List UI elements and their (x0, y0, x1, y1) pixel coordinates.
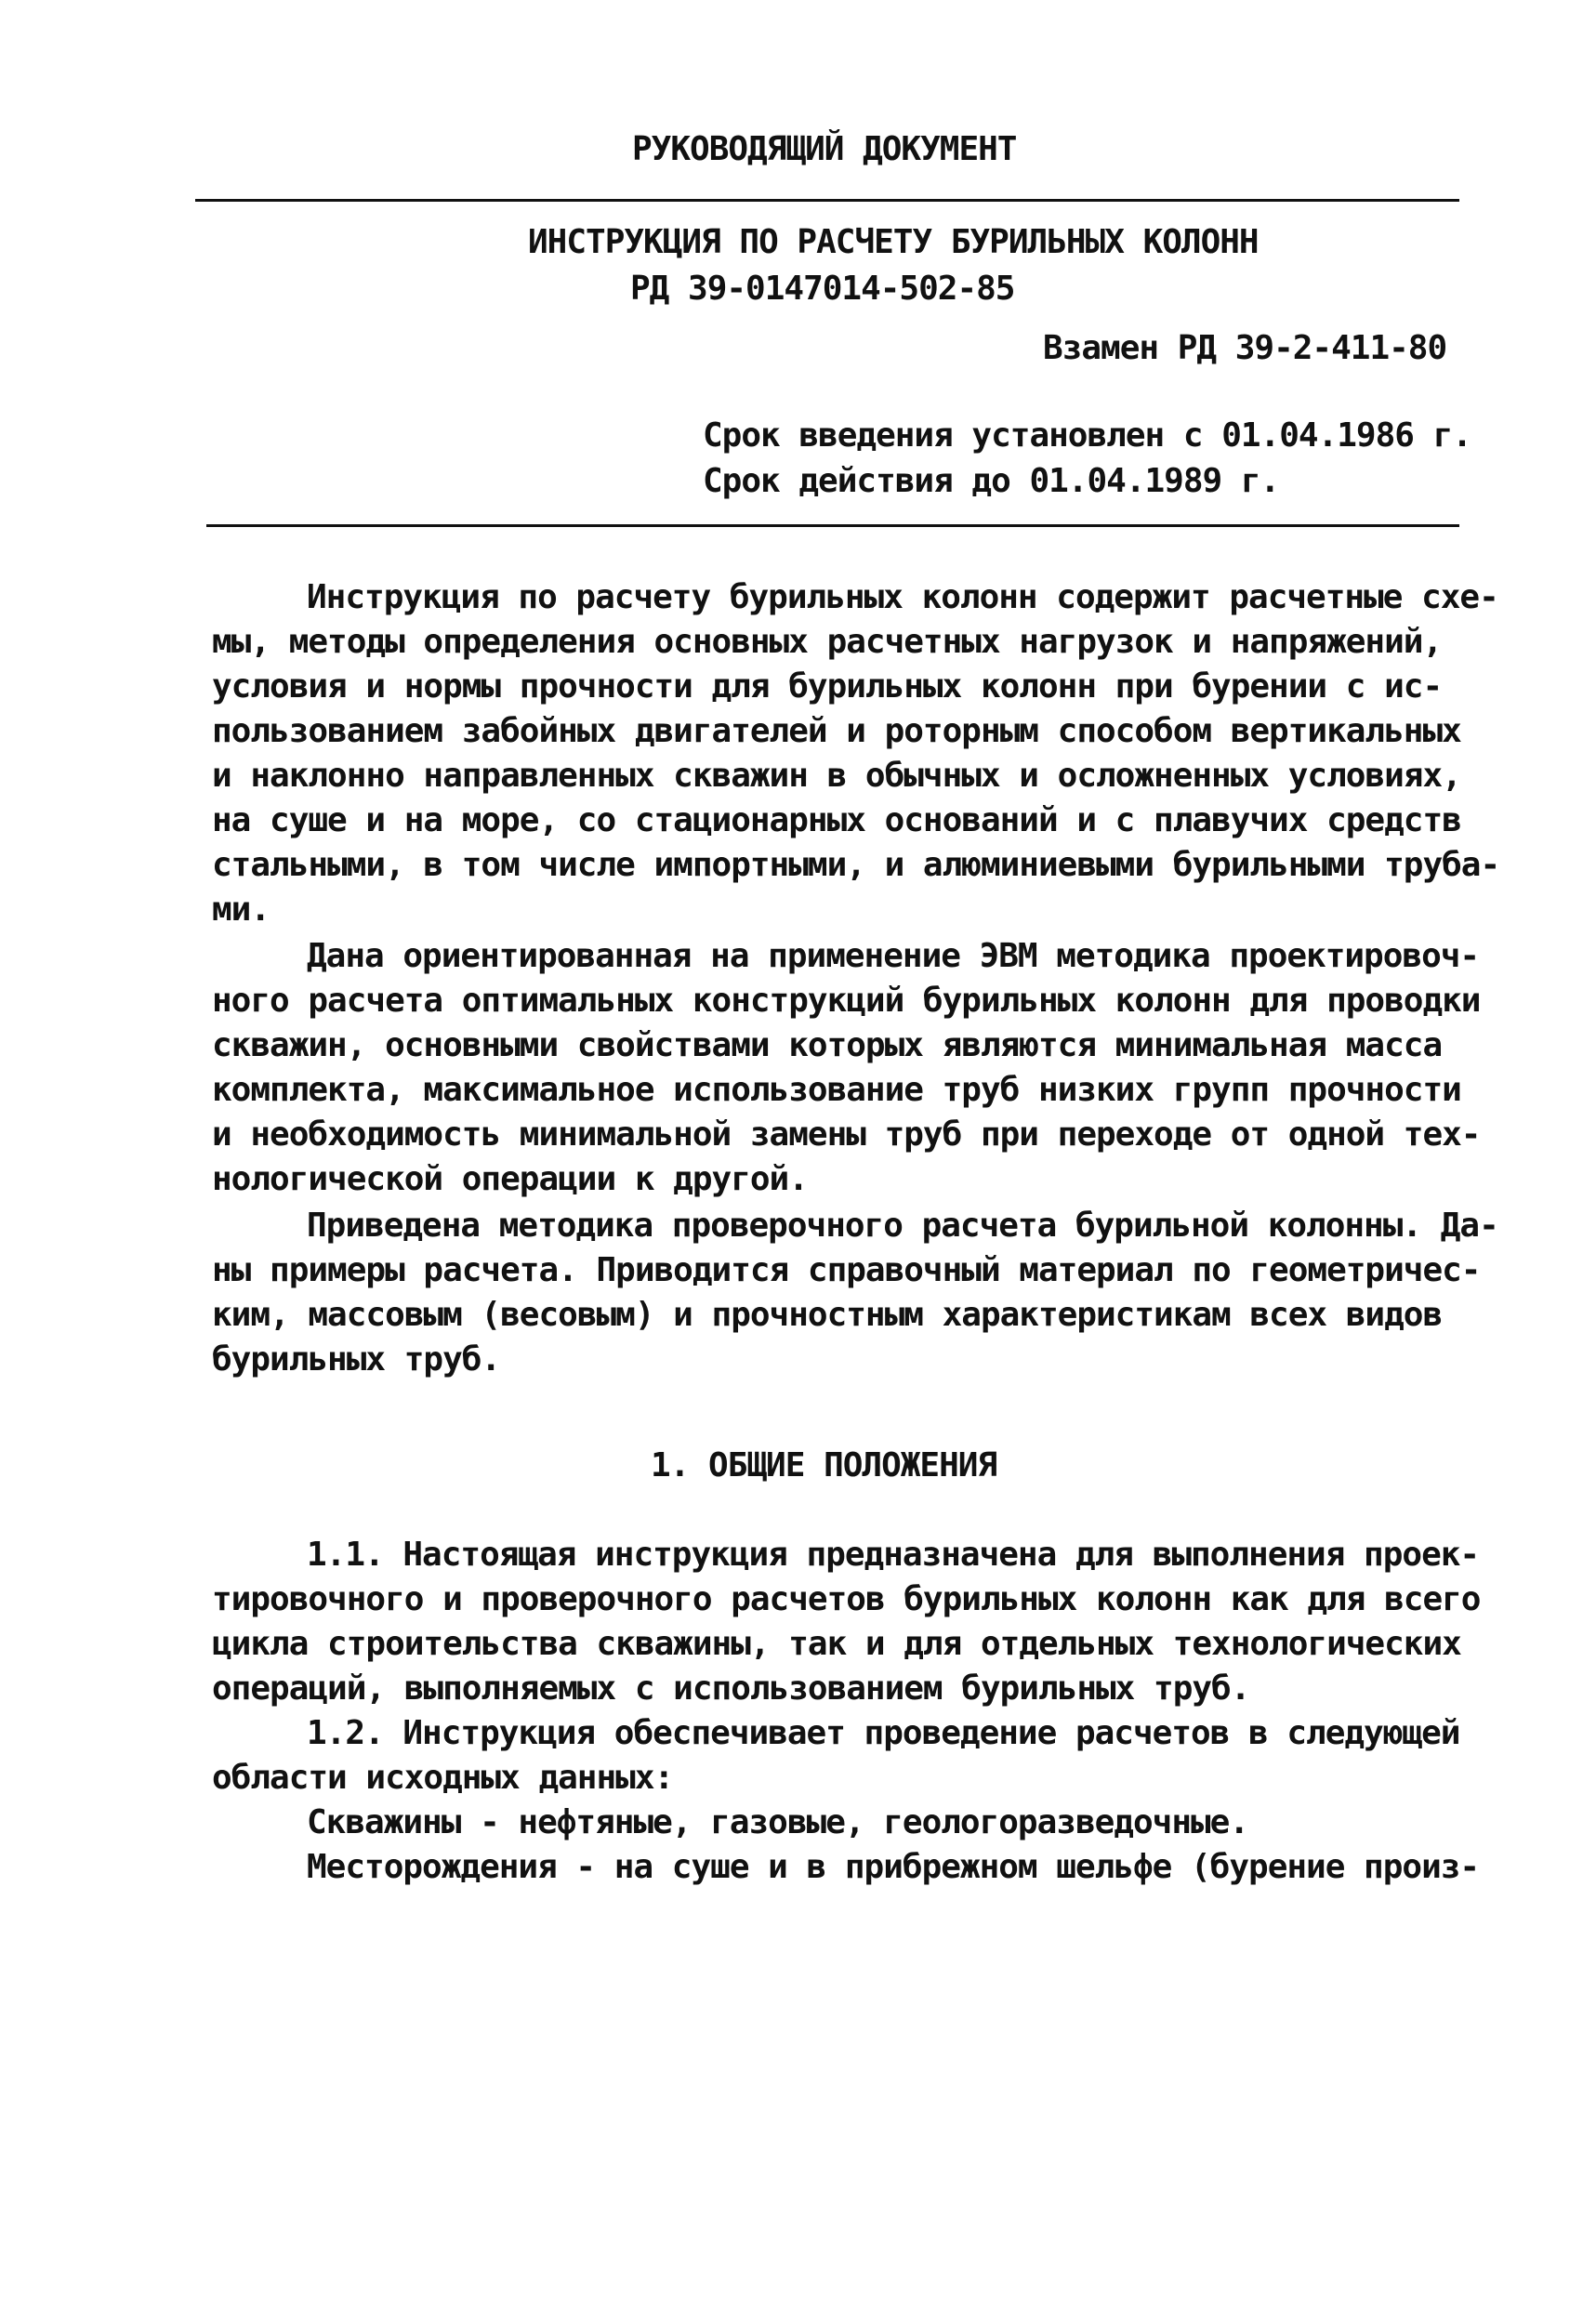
text-line: Инструкция по расчету бурильных колонн содержит расчетные схе- (307, 578, 1498, 616)
fields-line: Месторождения - на суше и в прибрежном шельфе (бурение произ- (307, 1848, 1480, 1886)
top-rule (195, 199, 1459, 202)
text-line: ного расчета оптимальных конструкций бурильных колонн для проводки (212, 982, 1481, 1020)
text-line: пользованием забойных двигателей и роторным способом вертикальных (212, 712, 1461, 750)
replaces-note: Взамен РД 39-2-411-80 (1043, 329, 1447, 367)
valid-until: Срок действия до 01.04.1989 г. (703, 462, 1280, 500)
text-line: Дана ориентированная на применение ЭВМ методика проектировоч- (307, 937, 1480, 975)
text-line: и необходимость минимальной замены труб при переходе от одной тех- (212, 1115, 1481, 1154)
text-line: нологической операции к другой. (212, 1160, 808, 1198)
text-line: цикла строительства скважины, так и для отдельных технологических (212, 1625, 1461, 1663)
text-line: бурильных труб. (212, 1340, 501, 1379)
text-line: операций, выполняемых с использованием бурильных труб. (212, 1669, 1250, 1708)
text-line: стальными, в том числе импортными, и алюминиевыми бурильными труба- (212, 846, 1500, 884)
doc-title: ИНСТРУКЦИЯ ПО РАСЧЕТУ БУРИЛЬНЫХ КОЛОНН (528, 223, 1259, 261)
text-line: условия и нормы прочности для бурильных колонн при бурении с ис- (212, 667, 1443, 706)
header-bottom-rule (206, 524, 1459, 527)
doc-type-heading: РУКОВОДЯЩИЙ ДОКУМЕНТ (632, 130, 1017, 168)
text-line: 1.2. Инструкция обеспечивает проведение расчетов в следующей (307, 1714, 1460, 1752)
text-line: 1.1. Настоящая инструкция предназначена для выполнения проек- (307, 1536, 1480, 1574)
section-heading: 1. ОБЩИЕ ПОЛОЖЕНИЯ (651, 1446, 997, 1484)
text-line: мы, методы определения основных расчетных нагрузок и напряжений, (212, 623, 1443, 661)
text-line: ким, массовым (весовым) и прочностным характеристикам всех видов (212, 1296, 1443, 1334)
doc-code: РД 39-0147014-502-85 (630, 270, 1015, 308)
text-line: тировочного и проверочного расчетов бурильных колонн как для всего (212, 1580, 1481, 1618)
text-line: и наклонно направленных скважин в обычных и осложненных условиях, (212, 757, 1461, 795)
text-line: ны примеры расчета. Приводится справочный материал по геометричес- (212, 1251, 1481, 1289)
text-line: ми. (212, 891, 270, 929)
text-line: области исходных данных: (212, 1759, 674, 1797)
intro-date: Срок введения установлен с 01.04.1986 г. (703, 416, 1471, 455)
text-line: комплекта, максимальное использование труб низких групп прочности (212, 1071, 1461, 1109)
text-line: на суше и на море, со стационарных оснований и с плавучих средств (212, 801, 1461, 839)
wells-line: Скважины - нефтяные, газовые, геологоразведочные. (307, 1803, 1249, 1841)
text-line: Приведена методика проверочного расчета бурильной колонны. Да- (307, 1207, 1498, 1245)
text-line: скважин, основными свойствами которых являются минимальная масса (212, 1026, 1443, 1064)
